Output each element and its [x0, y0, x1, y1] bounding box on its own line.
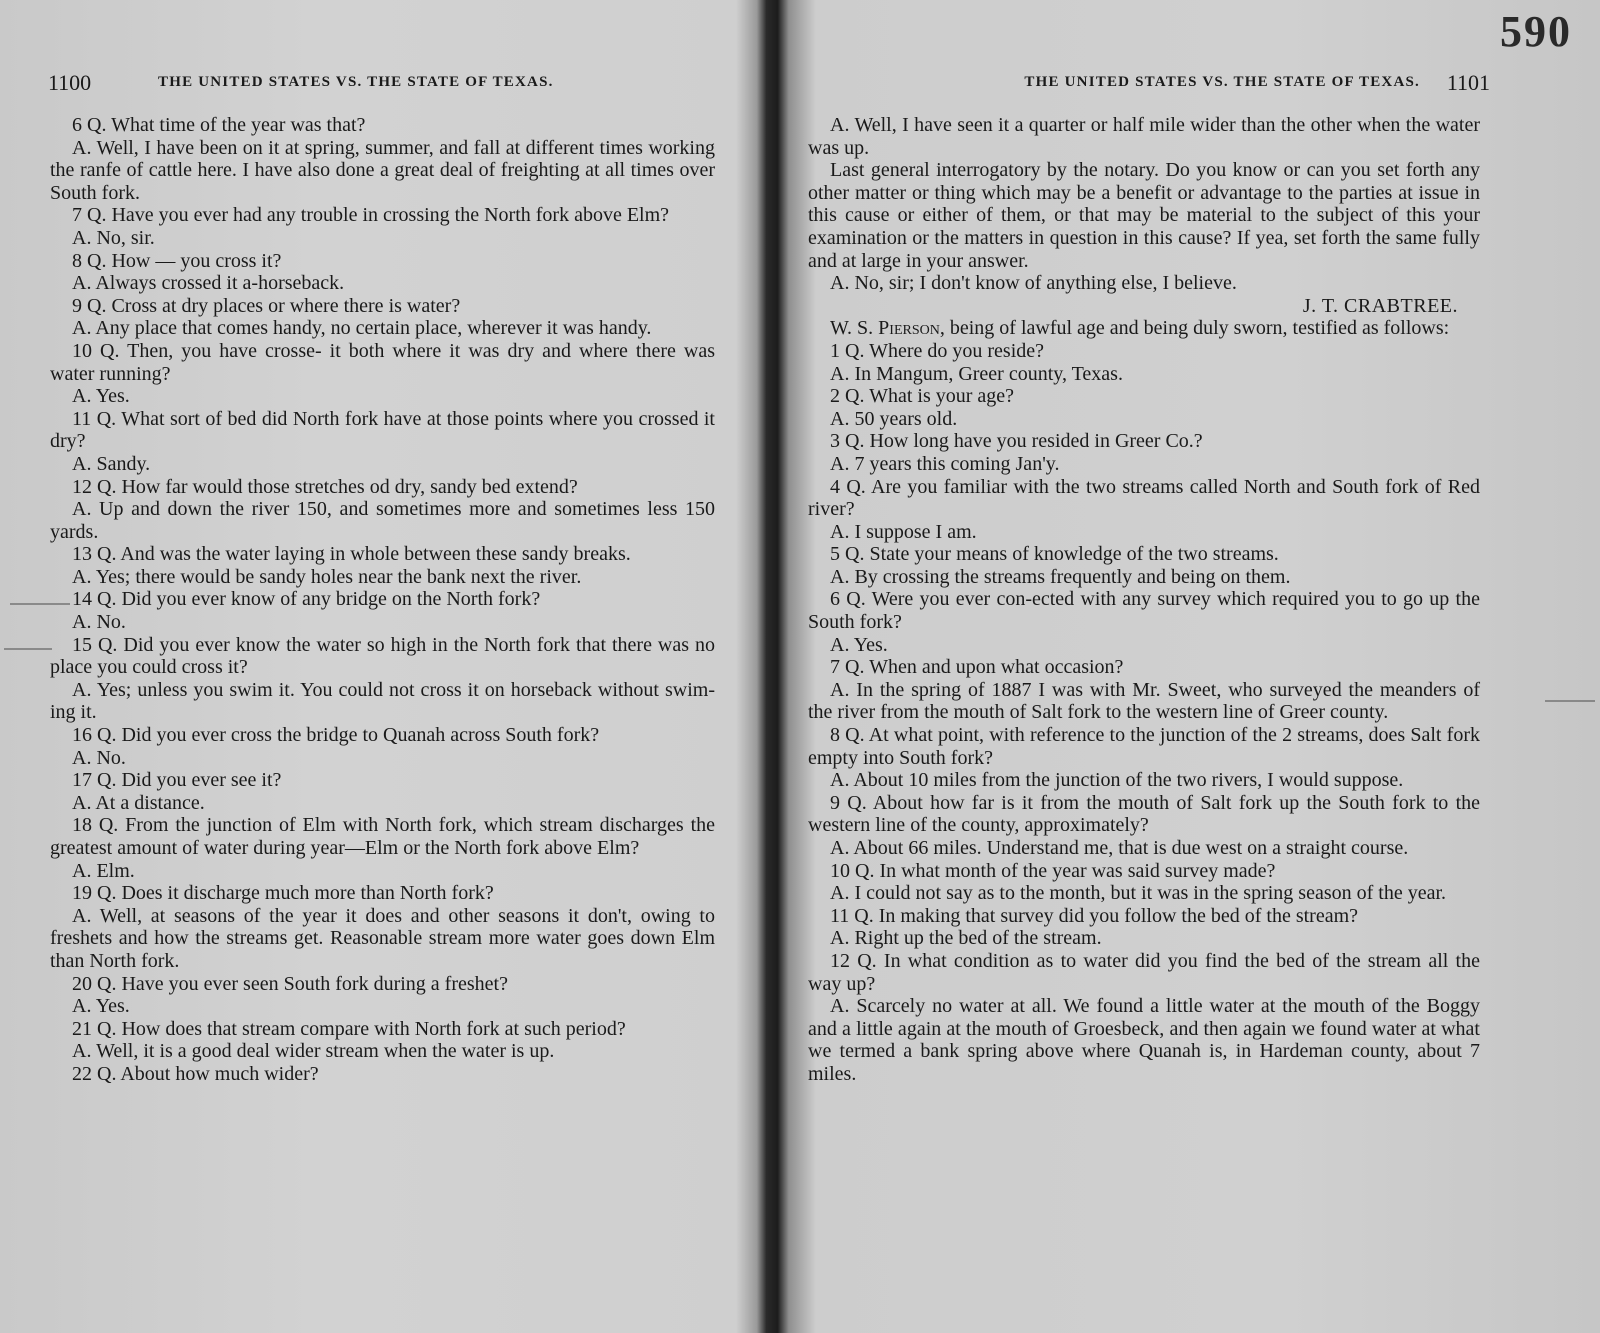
testimony-paragraph: 6 Q. Were you ever con-ected with any survey which required you to go up the South fork? [808, 588, 1480, 634]
testimony-paragraph: A. In the spring of 1887 I was with Mr. Sweet, who surveyed the meanders of the river from the mouth of Salt fork to the western line of Greer county. [808, 678, 1480, 724]
testimony-paragraph: A. About 66 miles. Understand me, that is due west on a straight course. [830, 837, 1409, 859]
testimony-paragraph: 12 Q. In what condition as to water did you find the bed of the stream all the way up? [808, 949, 1480, 995]
testimony-paragraph: 9 Q. Cross at dry places or where there is water? [72, 294, 461, 317]
testimony-paragraph: 4 Q. Are you familiar with the two streams called North and South fork of Red river? [808, 475, 1480, 521]
right-running-head: THE UNITED STATES VS. THE STATE OF TEXAS. [1024, 74, 1420, 90]
witness-intro [808, 317, 1480, 340]
testimony-paragraph: A. At a distance. [72, 791, 205, 814]
testimony-paragraph: 15 Q. Did you ever know the water so high in the North fork that there was no place you could cross it? [50, 633, 715, 679]
margin-mark [4, 648, 52, 650]
left-page [0, 0, 760, 1333]
testimony-paragraph: 10 Q. Then, you have crosse- it both where it was dry and where there was water running? [50, 339, 715, 385]
testimony-paragraph: A. I suppose I am. [830, 520, 977, 543]
testimony-paragraph: 11 Q. What sort of bed did North fork have at those points where you crossed it dry? [50, 407, 715, 453]
testimony-paragraph: A. Well, I have seen it a quarter or half mile wider than the other when the water was up. [808, 114, 1480, 159]
testimony-paragraph: 1 Q. Where do you reside? [830, 339, 1045, 362]
testimony-paragraph: 7 Q. When and upon what occasion? [830, 656, 1124, 679]
testimony-paragraph: A. Yes; there would be sandy holes near the bank next the river. [72, 565, 582, 588]
testimony-paragraph: A. Yes; unless you swim it. You could not cross it on horseback without swim-ing it. [50, 678, 715, 724]
testimony-paragraph: Last general interrogatory by the notary. Do you know or can you set forth any other matter or thing which may be a benefit or advantage to the parties at issue in this cause or either of them, or that may be material to the subject of this your examination or the matters in question in this cause? If yea, set forth the same fully and at large in your answer. [808, 159, 1480, 272]
testimony-paragraph: A. Any place that comes handy, no certain place, wherever it was handy. [72, 317, 652, 340]
testimony-paragraph: 17 Q. Did you ever see it? [72, 769, 282, 792]
left-running-head: THE UNITED STATES VS. THE STATE OF TEXAS. [158, 74, 554, 90]
witness-intro-text: , being of lawful age and being duly sworn, testified as follows: [939, 317, 1450, 340]
margin-mark [1545, 700, 1595, 702]
testimony-paragraph: 8 Q. How — you cross it? [72, 249, 282, 272]
testimony-paragraph: A. Well, I have been on it at spring, summer, and fall at different times working the ranfe of cattle here. I have also done a great deal of freighting at all times over South fork. [50, 136, 715, 204]
testimony-paragraph: 18 Q. From the junction of Elm with North fork, which stream discharges the greatest amount of water during year—Elm or the North fork above Elm? [50, 814, 715, 859]
testimony-paragraph: A. In Mangum, Greer county, Texas. [830, 362, 1123, 385]
witness-name: W. S. Pierson [830, 317, 940, 340]
testimony-paragraph: 5 Q. State your means of knowledge of the two streams. [830, 543, 1279, 566]
left-page-number: 1100 [48, 70, 92, 95]
testimony-paragraph: 6 Q. What time of the year was that? [72, 114, 366, 136]
testimony-paragraph: A. No. [72, 746, 126, 769]
testimony-paragraph: A. Scarcely no water at all. We found a little water at the mouth of the Boggy and a little again at the mouth of Groesbeck, and then again we found water at what we termed a bank spring above where Quanah is, in Hardeman county, about 7 miles. [808, 995, 1480, 1085]
testimony-paragraph: 12 Q. How far would those stretches od dry, sandy bed extend? [72, 475, 578, 498]
testimony-paragraph: 21 Q. How does that stream compare with North fork at such period? [72, 1017, 626, 1040]
testimony-paragraph: 16 Q. Did you ever cross the bridge to Quanah across South fork? [72, 724, 600, 747]
margin-mark [10, 603, 70, 605]
testimony-paragraph: A. 50 years old. [830, 407, 958, 430]
testimony-paragraph: A. Yes. [72, 385, 130, 408]
testimony-paragraph: 20 Q. Have you ever seen South fork during a freshet? [72, 972, 508, 995]
crabtree-testimony-end [808, 114, 1480, 295]
testimony-paragraph: A. Up and down the river 150, and sometimes more and sometimes less 150 yards. [50, 498, 715, 543]
testimony-paragraph: A. Yes. [72, 995, 130, 1018]
left-page-body [50, 114, 715, 1086]
testimony-paragraph: 7 Q. Have you ever had any trouble in crossing the North fork above Elm? [72, 204, 670, 227]
signature: J. T. CRABTREE. [1302, 294, 1458, 317]
testimony-paragraph: A. I could not say as to the month, but it was in the spring season of the year. [830, 882, 1447, 905]
testimony-paragraph: A. Sandy. [72, 452, 151, 475]
testimony-paragraph: A. About 10 miles from the junction of the two rivers, I would suppose. [830, 769, 1404, 792]
testimony-paragraph: 19 Q. Does it discharge much more than North fork? [72, 882, 494, 905]
testimony-paragraph: A. Well, it is a good deal wider stream when the water is up. [72, 1040, 555, 1063]
testimony-paragraph: 2 Q. What is your age? [830, 385, 1015, 408]
testimony-paragraph: 10 Q. In what month of the year was said survey made? [830, 859, 1276, 882]
right-page-header [810, 70, 1490, 96]
testimony-paragraph: A. Well, at seasons of the year it does and other seasons it don't, owing to freshets and how the streams get. Reasonable stream more water goes down Elm than North fork. [50, 904, 715, 972]
testimony-paragraph: 8 Q. At what point, with reference to the junction of the 2 streams, does Salt fork empty into South fork? [808, 724, 1480, 769]
testimony-paragraph: A. Elm. [72, 859, 135, 882]
testimony-paragraph: 22 Q. About how much wider? [72, 1062, 319, 1085]
testimony-paragraph: A. 7 years this coming Jan'y. [830, 452, 1060, 475]
testimony-paragraph: A. No, sir; I don't know of anything else, I believe. [830, 272, 1237, 295]
testimony-paragraph: A. Right up the bed of the stream. [830, 927, 1102, 950]
right-page-number: 1101 [1446, 70, 1490, 95]
testimony-paragraph: 9 Q. About how far is it from the mouth of Salt fork up the South fork to the western line of the county, approximately? [808, 791, 1480, 837]
testimony-paragraph: A. By crossing the streams frequently and being on them. [830, 565, 1291, 588]
right-page [780, 0, 1600, 1333]
testimony-paragraph: 13 Q. And was the water laying in whole between these sandy breaks. [72, 543, 631, 566]
testimony-paragraph: 14 Q. Did you ever know of any bridge on the North fork? [72, 588, 541, 611]
left-page-header [48, 70, 728, 96]
pierson-testimony [808, 340, 1480, 1086]
testimony-paragraph: A. No, sir. [72, 226, 155, 249]
right-page-body [808, 114, 1480, 1086]
testimony-paragraph: A. No. [72, 611, 126, 634]
folio-stamp: 590 [1500, 7, 1572, 56]
testimony-paragraph: A. Always crossed it a-horseback. [72, 272, 345, 295]
testimony-paragraph: A. Yes. [830, 633, 888, 656]
testimony-paragraph: 11 Q. In making that survey did you follow the bed of the stream? [830, 904, 1359, 927]
testimony-paragraph: 3 Q. How long have you resided in Greer Co.? [830, 430, 1203, 453]
